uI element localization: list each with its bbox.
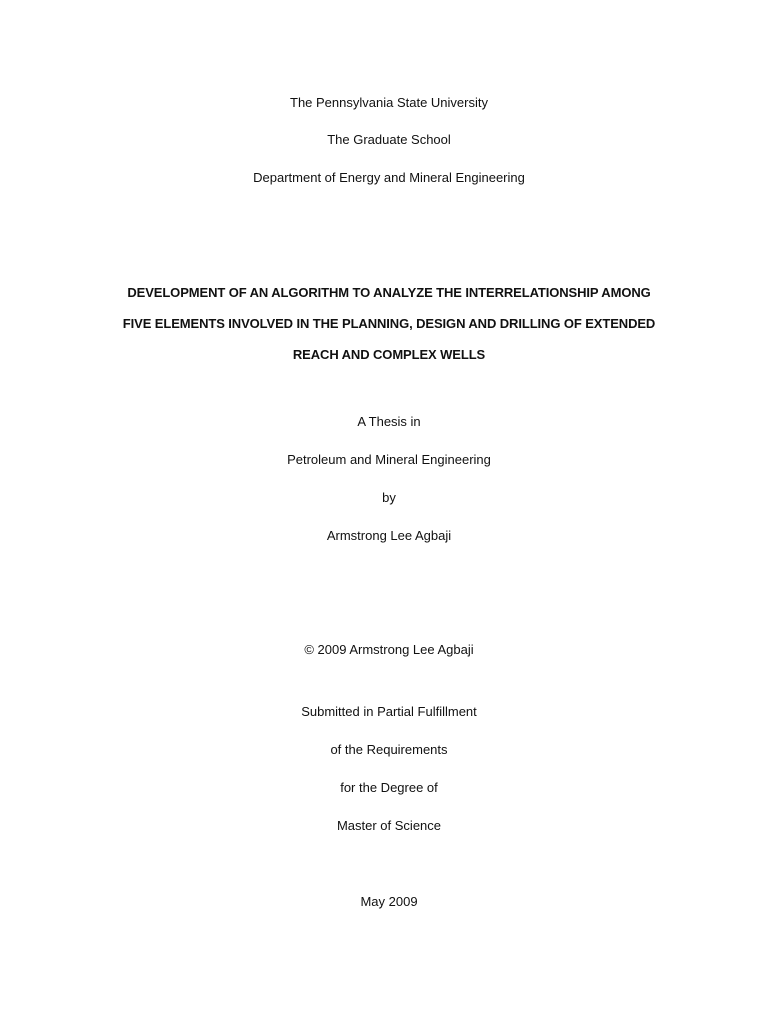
submission-line-1: Submitted in Partial Fulfillment	[301, 704, 477, 719]
author-name: Armstrong Lee Agbaji	[326, 528, 452, 543]
copyright-notice: © 2009 Armstrong Lee Agbaji	[304, 642, 474, 657]
thesis-title-line-1: DEVELOPMENT OF AN ALGORITHM TO ANALYZE THE INTERRELATIONSHIP AMONG	[127, 285, 651, 300]
program-name: Petroleum and Mineral Engineering	[287, 452, 491, 467]
degree-name: Master of Science	[336, 818, 442, 833]
submission-line-2: of the Requirements	[330, 742, 448, 757]
university-name: The Pennsylvania State University	[290, 95, 488, 110]
graduate-school: The Graduate School	[327, 132, 451, 147]
thesis-title-line-2: FIVE ELEMENTS INVOLVED IN THE PLANNING, DESIGN AND DRILLING OF EXTENDED	[122, 316, 656, 331]
submission-line-3: for the Degree of	[340, 780, 438, 795]
department-name: Department of Energy and Mineral Engineering	[253, 170, 525, 185]
thesis-type: A Thesis in	[357, 414, 421, 429]
submission-date: May 2009	[360, 894, 418, 909]
thesis-title-line-3: REACH AND COMPLEX WELLS	[292, 347, 486, 362]
by-label: by	[382, 490, 396, 505]
